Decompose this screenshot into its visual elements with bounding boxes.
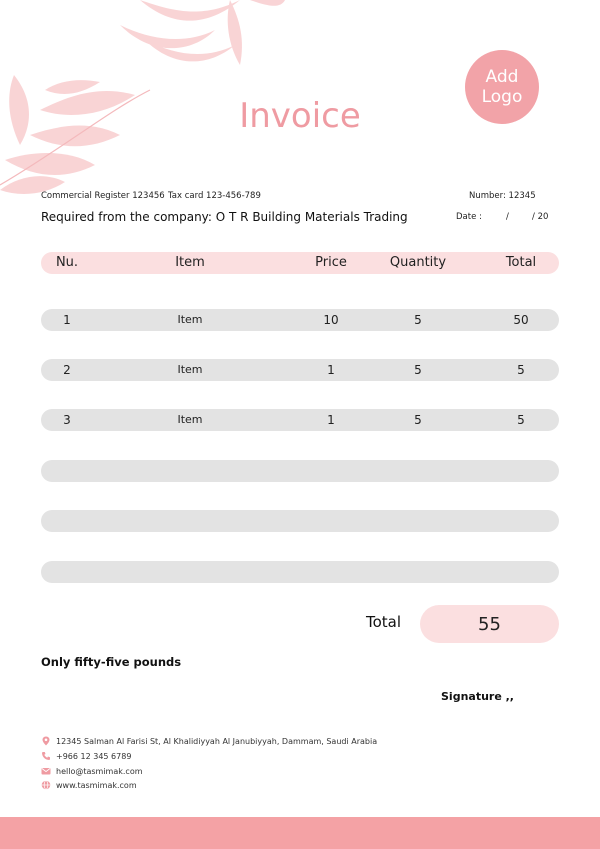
phone-text: +966 12 345 6789 — [56, 751, 132, 761]
amount-in-words: Only fifty-five pounds — [41, 655, 182, 669]
contact-website — [41, 780, 137, 790]
invoice-number: Number: 12345 — [469, 191, 536, 201]
table-row — [41, 309, 559, 331]
table-row-empty — [41, 510, 559, 532]
address-text: 12345 Salman Al Farisi St, Al Khalidiyyah Al Janubiyyah, Dammam, Saudi Arabia — [56, 736, 378, 746]
signature-label: Signature ,, — [441, 690, 514, 703]
email-text[interactable]: hello@tasmimak.com — [56, 766, 143, 776]
header-no: Nu. — [55, 255, 79, 270]
row-price: 10 — [323, 313, 339, 327]
row-item: Item — [177, 413, 203, 426]
date-separator-1: / — [506, 212, 509, 222]
row-price: 1 — [327, 363, 335, 377]
row-total: 50 — [513, 313, 529, 327]
table-row — [41, 359, 559, 381]
contact-address — [41, 736, 377, 746]
contact-phone — [41, 751, 131, 761]
row-quantity: 5 — [414, 313, 422, 327]
table-header — [41, 252, 559, 274]
phone-icon — [41, 751, 51, 761]
row-item: Item — [177, 363, 203, 376]
total-label: Total — [366, 613, 402, 631]
header-price: Price — [315, 255, 347, 270]
logo-line-2: Logo — [481, 87, 523, 107]
row-no: 1 — [63, 313, 71, 327]
location-icon — [41, 736, 51, 746]
header-quantity: Quantity — [389, 255, 447, 270]
logo-line-1: Add — [485, 67, 519, 87]
total-value: 55 — [478, 613, 501, 635]
header-item: Item — [175, 255, 205, 270]
row-quantity: 5 — [414, 413, 422, 427]
contact-email — [41, 766, 143, 776]
table-row-empty — [41, 460, 559, 482]
email-icon — [41, 766, 51, 776]
row-price: 1 — [327, 413, 335, 427]
date-label: Date : — [456, 212, 482, 222]
total-value-box — [420, 605, 559, 643]
date-separator-2: / 20 — [532, 212, 549, 222]
header-total: Total — [505, 255, 537, 270]
required-from-company: Required from the company: O T R Building Materials Trading — [41, 210, 408, 224]
table-row — [41, 409, 559, 431]
row-no: 3 — [63, 413, 71, 427]
row-total: 5 — [517, 363, 525, 377]
commercial-register: Commercial Register 123456 — [41, 191, 165, 201]
table-row-empty — [41, 561, 559, 583]
row-quantity: 5 — [414, 363, 422, 377]
row-total: 5 — [517, 413, 525, 427]
website-text[interactable]: www.tasmimak.com — [56, 780, 137, 790]
row-item: Item — [177, 313, 203, 326]
invoice-title: Invoice — [239, 96, 361, 136]
tax-card: Tax card 123-456-789 — [168, 191, 261, 201]
row-no: 2 — [63, 363, 71, 377]
globe-icon — [41, 780, 51, 790]
footer-bar — [0, 817, 600, 849]
